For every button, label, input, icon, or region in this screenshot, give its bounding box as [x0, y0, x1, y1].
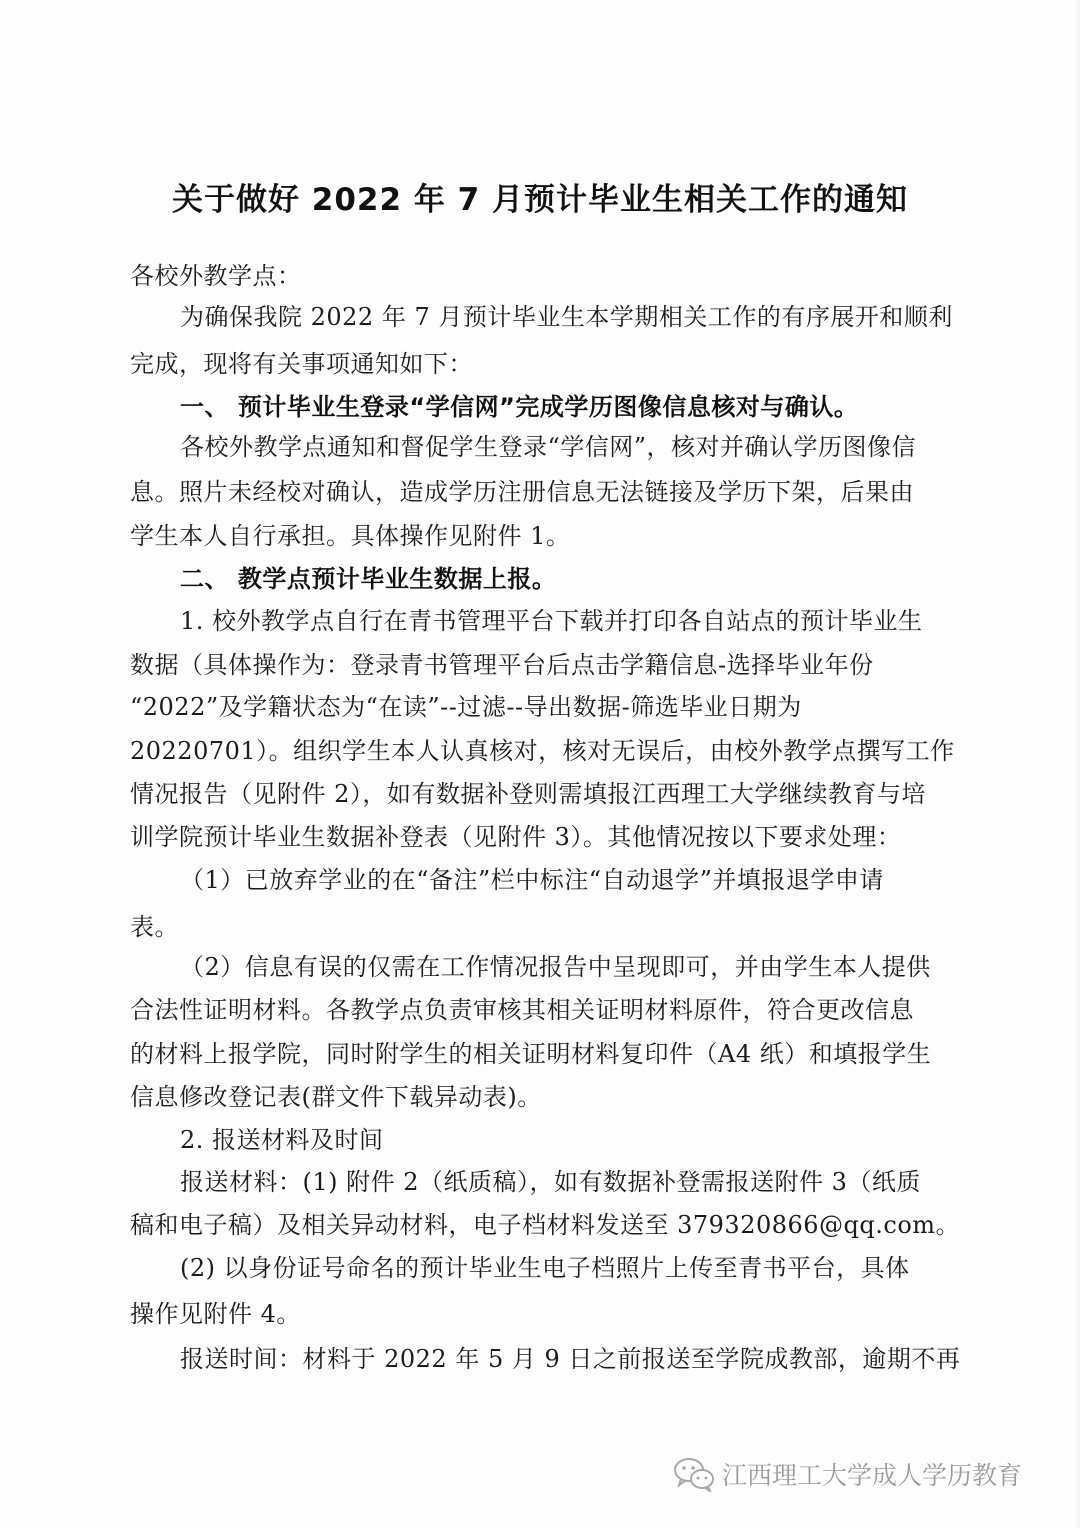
paragraph-line: “2022”及学籍状态为“在读”--过滤--导出数据-筛选毕业日期为: [130, 693, 802, 721]
paragraph-line: 训学院预计毕业生数据补登表（见附件 3）。其他情况按以下要求处理：: [130, 823, 902, 851]
page-edge-shadow: [1074, 0, 1080, 1528]
paragraph-line: 20220701）。组织学生本人认真核对，核对无误后，由校外教学点撰写工作: [130, 737, 955, 765]
paragraph-line: 情况报告（见附件 2），如有数据补登则需填报江西理工大学继续教育与培: [130, 780, 926, 808]
salutation: 各校外教学点：: [130, 262, 302, 290]
paragraph-line: （1）已放弃学业的在“备注”栏中标注“自动退学”并填报退学申请: [180, 866, 884, 894]
paragraph-line: 数据（具体操作为：登录青书管理平台后点击学籍信息-选择毕业年份: [130, 651, 874, 679]
paragraph-line: 各校外教学点通知和督促学生登录“学信网”，核对并确认学历图像信: [180, 433, 917, 461]
paragraph-line: 操作见附件 4。: [130, 1300, 301, 1328]
wechat-watermark: [672, 1452, 1022, 1496]
paragraph-line: 完成，现将有关事项通知如下：: [130, 350, 473, 378]
section-heading-2: 二、 教学点预计毕业生数据上报。: [180, 565, 557, 593]
paragraph-line: 息。照片未经校对确认，造成学历注册信息无法链接及学历下架，后果由: [130, 478, 914, 506]
subsection-heading: 2. 报送材料及时间: [180, 1126, 384, 1154]
paragraph-line: (2) 以身份证号命名的预计毕业生电子档照片上传至青书平台，具体: [180, 1254, 910, 1282]
paragraph-line: 为确保我院 2022 年 7 月预计毕业生本学期相关工作的有序展开和顺利: [180, 303, 953, 331]
paragraph-line: （2）信息有误的仅需在工作情况报告中呈现即可，并由学生本人提供: [180, 953, 931, 981]
paragraph-line: 1. 校外教学点自行在青书管理平台下载并打印各自站点的预计毕业生: [180, 607, 923, 635]
paragraph-line: 报送时间：材料于 2022 年 5 月 9 日之前报送至学院成教部，逾期不再: [180, 1345, 961, 1373]
wechat-icon: [672, 1456, 716, 1492]
paragraph-line: 表。: [130, 913, 179, 941]
section-heading-1: 一、 预计毕业生登录“学信网”完成学历图像信息核对与确认。: [180, 393, 859, 421]
paragraph-line: 学生本人自行承担。具体操作见附件 1。: [130, 522, 571, 550]
paragraph-line: 稿和电子稿）及相关异动材料，电子档材料发送至 379320866@qq.com。: [130, 1211, 961, 1239]
account-name: 江西理工大学成人学历教育: [722, 1461, 1023, 1490]
paragraph-line: 报送材料：(1) 附件 2（纸质稿），如有数据补登需报送附件 3（纸质: [180, 1168, 921, 1196]
paragraph-line: 的材料上报学院，同时附学生的相关证明材料复印件（A4 纸）和填报学生: [130, 1040, 932, 1068]
paragraph-line: 合法性证明材料。各教学点负责审核其相关证明材料原件，符合更改信息: [130, 996, 914, 1024]
paragraph-line: 信息修改登记表(群文件下载异动表)。: [130, 1083, 542, 1111]
document-title: 关于做好 2022 年 7 月预计毕业生相关工作的通知: [171, 182, 909, 218]
